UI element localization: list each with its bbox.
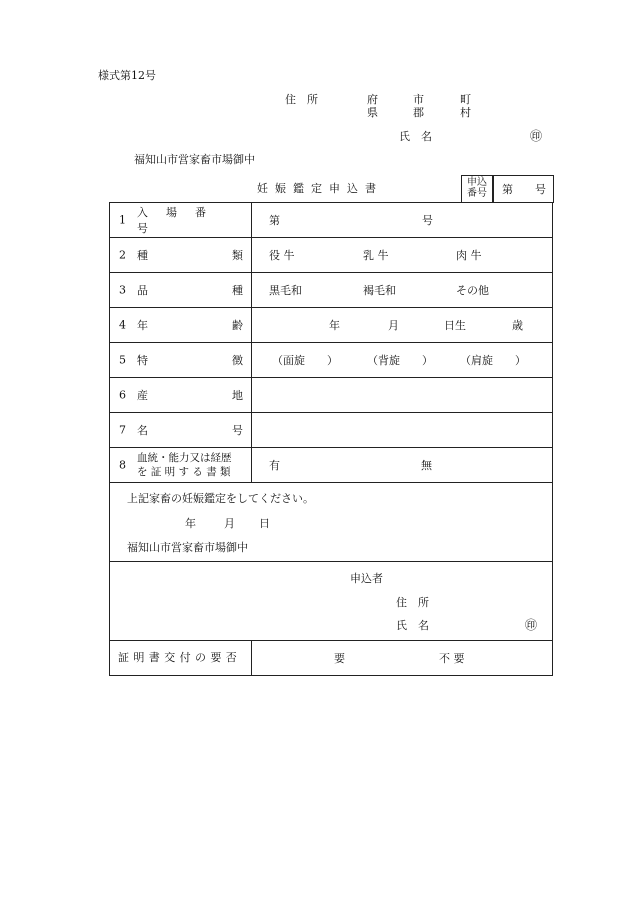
animal-name-field[interactable] — [252, 413, 553, 448]
row-request-statement — [110, 483, 553, 562]
label-char-1: 産 — [137, 389, 148, 402]
breed-option-brown-wagyu[interactable]: 褐毛和 — [363, 284, 396, 297]
row-number: 4 — [119, 318, 126, 332]
row-type — [110, 238, 553, 273]
address-town-top: 町 — [460, 93, 471, 106]
pedigree-label-line-2: を 証 明 す る 書 類 — [137, 466, 231, 478]
age-birthday-label: 日生 — [444, 319, 466, 332]
entry-number-prefix: 第 — [269, 214, 280, 227]
label-char-1: 年 — [137, 319, 148, 332]
origin-field[interactable] — [252, 378, 553, 413]
row-number: 8 — [119, 458, 126, 472]
application-number-label-2: 番号 — [467, 188, 487, 199]
row-applicant — [110, 562, 553, 641]
certificate-field[interactable] — [252, 641, 553, 676]
row-certificate — [110, 641, 553, 676]
applicant-label: 申込者 — [350, 572, 383, 585]
seal-icon: ㊞ — [530, 129, 543, 143]
type-option-draft-cattle[interactable]: 役 牛 — [269, 249, 295, 262]
date-month-label: 月 — [224, 517, 235, 530]
label-text: 入場番号 — [137, 206, 224, 235]
applicant-seal-icon: ㊞ — [525, 618, 538, 632]
entry-number-suffix: 号 — [422, 214, 433, 227]
label-char-2: 種 — [232, 284, 243, 297]
pedigree-label-line-1: 血統・能力又は経歴 — [137, 452, 232, 464]
address-city-bottom: 郡 — [413, 106, 424, 119]
address-pref-top: 府 — [367, 93, 378, 106]
age-field[interactable] — [252, 308, 553, 343]
recipient-2: 福知山市営家畜市場御中 — [127, 541, 248, 554]
label-char-1: 品 — [137, 284, 148, 297]
pedigree-option-yes[interactable]: 有 — [269, 459, 280, 472]
form-number: 様式第12号 — [98, 69, 156, 82]
applicant-name-label: 氏 名 — [396, 619, 429, 632]
features-field[interactable] — [252, 343, 553, 378]
row-label — [137, 204, 243, 236]
row-age — [110, 308, 553, 343]
row-origin — [110, 378, 553, 413]
label-char-2: 号 — [232, 424, 243, 437]
applicant-address-label: 住 所 — [396, 596, 429, 609]
application-number-value: 第 号 — [502, 183, 546, 196]
recipient: 福知山市営家畜市場御中 — [134, 153, 255, 166]
type-option-beef-cattle[interactable]: 肉 牛 — [456, 249, 482, 262]
address-label: 住 所 — [285, 93, 318, 106]
application-number-field[interactable] — [492, 175, 554, 203]
label-char-2: 齢 — [232, 319, 243, 332]
name-label: 氏 名 — [399, 130, 432, 143]
label-char-1: 特 — [137, 354, 148, 367]
age-years-old-label: 歳 — [512, 319, 523, 332]
feature-face-whorl: （面旋 ） — [272, 354, 338, 367]
row-number: 6 — [119, 388, 126, 402]
label-char-2: 徴 — [232, 354, 243, 367]
row-number: 3 — [119, 283, 126, 297]
pedigree-option-no[interactable]: 無 — [421, 459, 432, 472]
row-number: 2 — [119, 248, 126, 262]
address-pref-bottom: 県 — [367, 106, 378, 119]
application-form-table — [109, 202, 553, 676]
row-number: 7 — [119, 423, 126, 437]
request-text: 上記家畜の妊娠鑑定をしてください。 — [127, 492, 314, 505]
certificate-label: 証明書交付の要否 — [118, 651, 242, 664]
address-city-top: 市 — [413, 93, 424, 106]
form-title: 妊娠鑑定申込書 — [257, 182, 383, 195]
age-year-label: 年 — [329, 319, 340, 332]
breed-option-black-wagyu[interactable]: 黒毛和 — [269, 284, 302, 297]
application-number-label-1: 申込 — [467, 177, 487, 188]
age-month-label: 月 — [388, 319, 399, 332]
label-char-1: 名 — [137, 424, 148, 437]
feature-shoulder-whorl: （肩旋 ） — [460, 354, 526, 367]
certificate-option-not-required[interactable]: 不 要 — [439, 652, 465, 665]
type-option-dairy-cattle[interactable]: 乳 牛 — [363, 249, 389, 262]
feature-back-whorl: （背旋 ） — [367, 354, 433, 367]
entry-number-field[interactable] — [252, 203, 553, 238]
row-name — [110, 413, 553, 448]
row-breed — [110, 273, 553, 308]
label-char-2: 類 — [232, 249, 243, 262]
pedigree-documents-field[interactable] — [252, 448, 553, 483]
row-features — [110, 343, 553, 378]
breed-field[interactable] — [252, 273, 553, 308]
row-pedigree-documents — [110, 448, 553, 483]
row-number: 5 — [119, 353, 126, 367]
application-number-label-box — [461, 175, 494, 203]
label-char-2: 地 — [232, 389, 243, 402]
certificate-option-required[interactable]: 要 — [334, 652, 345, 665]
date-year-label: 年 — [185, 517, 196, 530]
breed-option-other[interactable]: その他 — [456, 284, 489, 297]
address-town-bottom: 村 — [460, 106, 471, 119]
date-day-label: 日 — [259, 517, 270, 530]
label-char-1: 種 — [137, 249, 148, 262]
type-field[interactable] — [252, 238, 553, 273]
row-entry-number — [110, 203, 553, 238]
row-number: 1 — [119, 213, 126, 227]
